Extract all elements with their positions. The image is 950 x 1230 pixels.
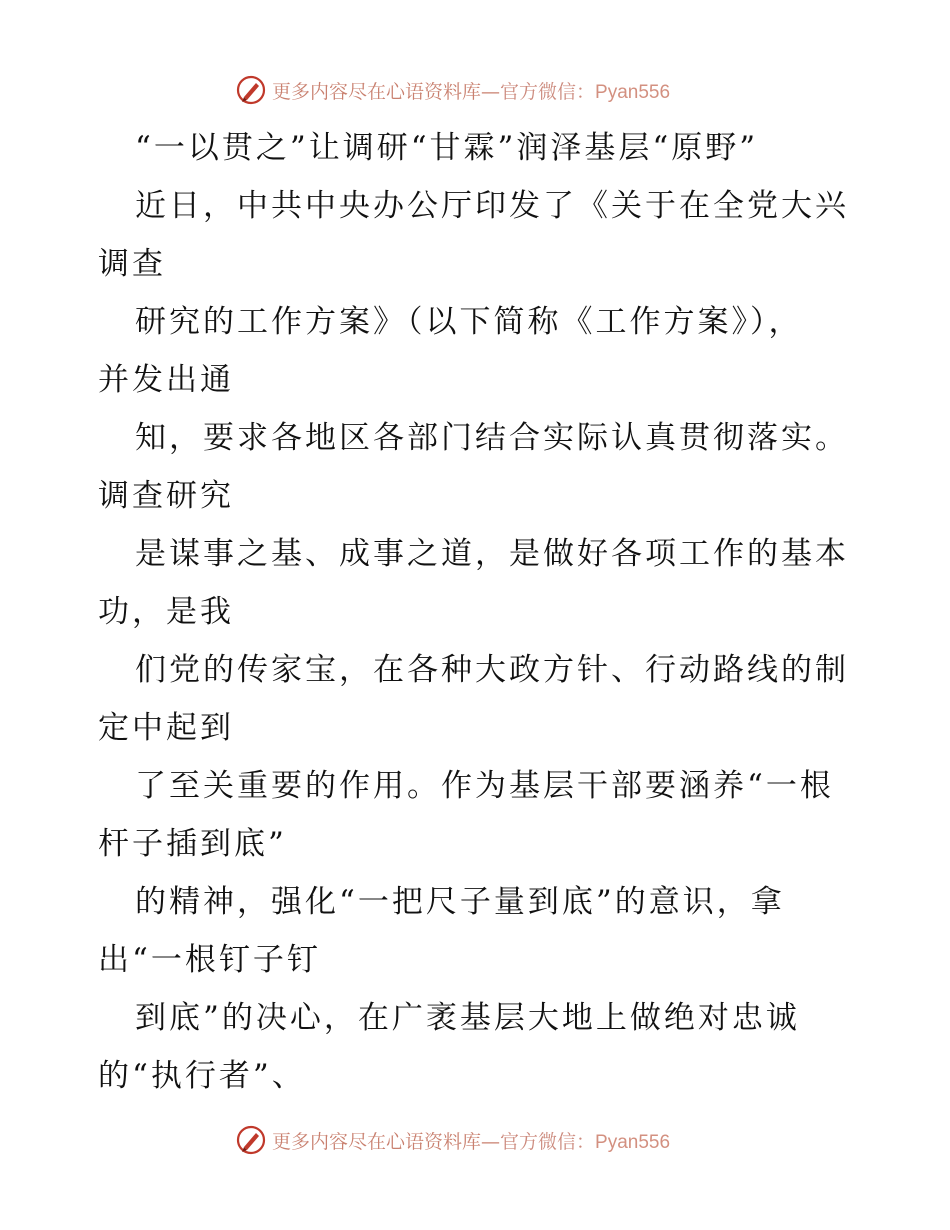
document-title: “一以贯之”让调研“甘霖”润泽基层“原野”	[135, 130, 759, 166]
text-line: 们党的传家宝，在各种大政方针、行动路线的制	[135, 652, 849, 688]
text-line: 了至关重要的作用。作为基层干部要涵养“一根	[135, 768, 834, 804]
banner-main-text: 更多内容尽在心语资料库	[272, 1130, 482, 1153]
text-line: 功，是我	[98, 594, 234, 630]
text-line: 出“一根钉子钉	[98, 942, 321, 978]
banner-main-text: 更多内容尽在心语资料库	[272, 80, 482, 103]
banner-wechat-label: 官方微信：	[500, 1130, 596, 1153]
text-line: 到底”的决心，在广袤基层大地上做绝对忠诚	[135, 1000, 800, 1036]
banner-wechat-label: 官方微信：	[500, 80, 596, 103]
text-line: 近日，中共中央办公厅印发了《关于在全党大兴	[135, 188, 849, 224]
text-line: 研究的工作方案》（以下简称《工作方案》），	[135, 304, 803, 340]
pen-logo-icon	[236, 1125, 266, 1155]
text-line: 的精神，强化“一把尺子量到底”的意识，拿	[135, 884, 785, 920]
text-line: 调查	[98, 246, 166, 282]
header-watermark-banner	[236, 73, 670, 107]
banner-wechat-id: Pyan556	[595, 81, 671, 103]
banner-dash: —	[481, 1130, 501, 1153]
footer-watermark-banner	[236, 1123, 670, 1157]
banner-text	[272, 77, 670, 104]
text-line: 知，要求各地区各部门结合实际认真贯彻落实。	[135, 420, 849, 456]
text-line: 并发出通	[98, 362, 234, 398]
text-line: 杆子插到底”	[98, 826, 287, 862]
banner-text	[272, 1127, 670, 1154]
banner-wechat-id: Pyan556	[595, 1131, 671, 1153]
pen-logo-icon	[236, 75, 266, 105]
text-line: 调查研究	[98, 478, 234, 514]
banner-dash: —	[481, 80, 501, 103]
text-line: 的“执行者”、	[98, 1058, 306, 1094]
text-line: 是谋事之基、成事之道，是做好各项工作的基本	[135, 536, 849, 572]
text-line: 定中起到	[98, 710, 234, 746]
